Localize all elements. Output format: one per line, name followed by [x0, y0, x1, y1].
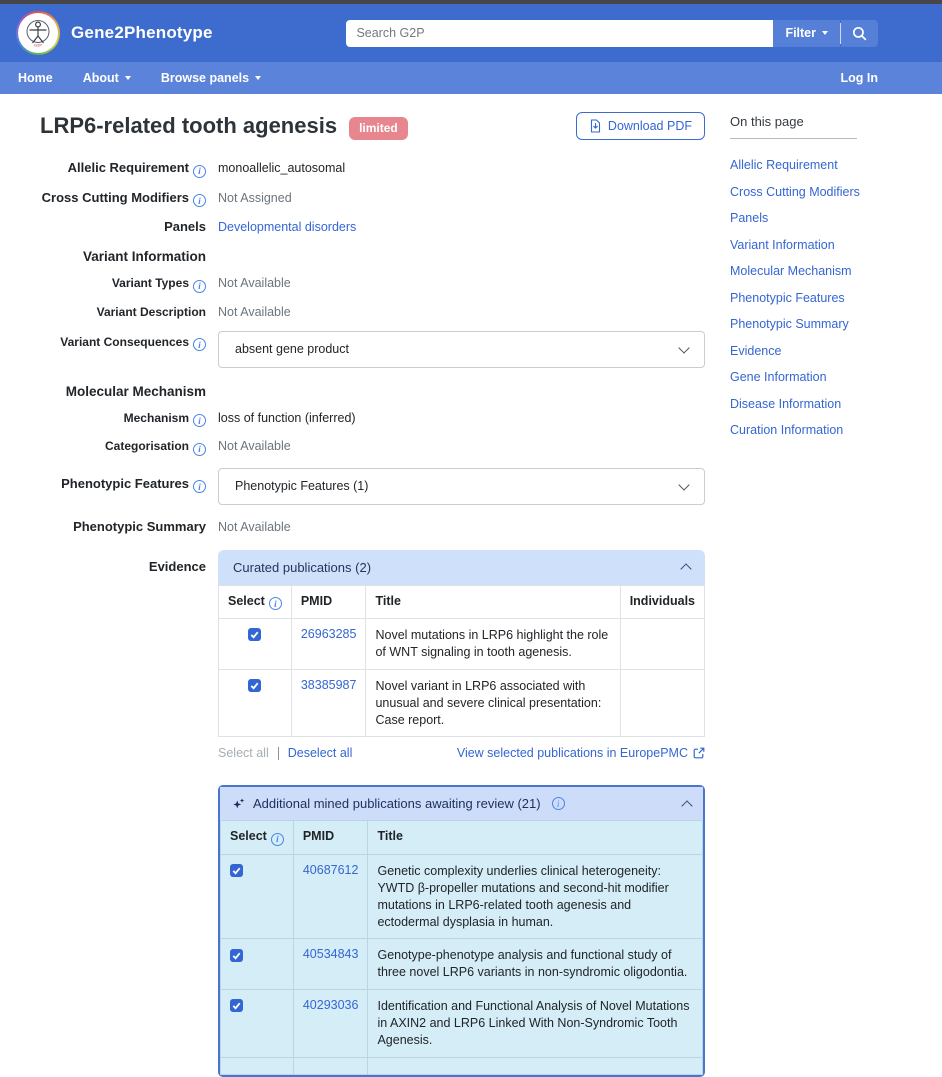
- search-submit-button[interactable]: [841, 20, 878, 47]
- variant-types-label: Variant Types: [111, 276, 189, 290]
- toc-title: On this page: [730, 114, 857, 139]
- select-column-header: Select: [230, 829, 267, 844]
- pmid-link[interactable]: 40534843: [302, 947, 359, 962]
- mechanism-value: loss of function (inferred): [218, 410, 356, 425]
- variant-consequences-selected: absent gene product: [235, 342, 349, 356]
- check-icon: [249, 680, 260, 691]
- chevron-down-icon: [678, 342, 689, 353]
- categorisation-label: Categorisation: [104, 439, 189, 453]
- info-icon[interactable]: [271, 833, 284, 846]
- row-checkbox[interactable]: [230, 949, 243, 962]
- download-pdf-button[interactable]: [576, 112, 705, 140]
- pmid-link[interactable]: 38385987: [300, 677, 357, 692]
- info-icon[interactable]: [269, 597, 282, 610]
- field-evidence: [40, 550, 705, 1077]
- individuals-cell: [620, 619, 704, 670]
- chevron-up-icon: [680, 563, 691, 574]
- search-group: [346, 20, 878, 47]
- nav-item-browse-panels[interactable]: [161, 71, 261, 85]
- caret-down-icon: [125, 76, 131, 80]
- check-icon: [231, 865, 242, 876]
- table-row: [221, 939, 703, 990]
- mined-publications-accordion: [218, 785, 705, 1076]
- sparkles-icon: [232, 797, 246, 811]
- info-icon[interactable]: [193, 280, 206, 293]
- nav-item-about[interactable]: [83, 71, 131, 85]
- section-variant-information: [40, 249, 705, 264]
- table-row: [219, 619, 705, 670]
- caret-down-icon: [822, 31, 828, 35]
- field-panels: [40, 219, 705, 234]
- cross-cutting-modifiers-value: Not Assigned: [218, 190, 292, 205]
- page-content: [0, 94, 942, 1077]
- phenotypic-features-dropdown[interactable]: [218, 468, 705, 505]
- variant-types-value: Not Available: [218, 276, 291, 290]
- allelic-requirement-label: Allelic Requirement: [67, 160, 189, 175]
- svg-text:G2P: G2P: [33, 42, 43, 48]
- mined-publications-title: Additional mined publications awaiting review (21): [253, 796, 541, 812]
- row-checkbox[interactable]: [230, 999, 243, 1012]
- variant-description-value: Not Available: [218, 304, 291, 319]
- check-icon: [231, 1000, 242, 1011]
- title-column-header: Title: [368, 821, 703, 855]
- categorisation-value: Not Available: [218, 439, 291, 453]
- publication-title: Genetic complexity underlies clinical heterogeneity: YWTD β-propeller mutations and second-hit modifier mutations in LRP6-related tooth agenesis and ectodermal dysplasia in human.: [368, 854, 703, 939]
- row-checkbox[interactable]: [248, 628, 261, 641]
- confidence-badge: limited: [349, 117, 408, 140]
- search-input[interactable]: [346, 20, 773, 47]
- title-row: [40, 112, 705, 140]
- toc-link-evidence[interactable]: Evidence: [730, 343, 782, 358]
- publication-title: Identification and Functional Analysis of Novel Mutations in AXIN2 and LRP6 Linked With Non-Syndromic Tooth Agenesis.: [368, 990, 703, 1058]
- phenotypic-features-selected: Phenotypic Features (1): [235, 479, 369, 493]
- deselect-all-button[interactable]: Deselect all: [287, 746, 353, 761]
- info-icon[interactable]: [193, 338, 206, 351]
- toc-link-phenotypic-summary[interactable]: Phenotypic Summary: [730, 317, 849, 331]
- info-icon[interactable]: [193, 443, 206, 456]
- toc-link-curation-information[interactable]: Curation Information: [730, 423, 844, 437]
- select-column-header: Select: [228, 593, 265, 608]
- table-row-clipped: [221, 1057, 703, 1074]
- mined-publications-table: [220, 820, 703, 1074]
- field-categorisation: [40, 439, 705, 456]
- divider: [278, 747, 279, 760]
- europepmc-link[interactable]: [457, 746, 705, 760]
- publication-title: Novel variant in LRP6 associated with unusual and severe clinical presentation: Case report.: [366, 669, 620, 737]
- toc-link-variant-information[interactable]: Variant Information: [730, 237, 835, 252]
- vitruvian-figure-icon: [23, 18, 53, 48]
- nav-home-label: Home: [18, 71, 53, 85]
- external-link-icon: [693, 747, 705, 759]
- cross-cutting-modifiers-label: Cross Cutting Modifiers: [41, 189, 189, 205]
- caret-down-icon: [255, 76, 261, 80]
- individuals-cell: [620, 669, 704, 737]
- variant-information-heading: Variant Information: [82, 249, 206, 264]
- filter-button-label: Filter: [785, 26, 816, 40]
- mined-publications-accordion-header[interactable]: [220, 787, 703, 820]
- evidence-content: [212, 550, 705, 1077]
- table-header-row: [221, 821, 703, 855]
- field-allelic-requirement: [40, 160, 705, 178]
- pmid-link[interactable]: 40687612: [302, 862, 359, 877]
- title-column-header: Title: [366, 585, 620, 619]
- info-icon[interactable]: [193, 194, 206, 207]
- toc-link-panels[interactable]: Panels: [730, 211, 769, 225]
- table-header-row: [219, 585, 705, 619]
- nav-browse-panels-label: Browse panels: [160, 71, 250, 85]
- curated-publications-title: Curated publications (2): [233, 559, 372, 575]
- pmid-link[interactable]: 26963285: [300, 627, 357, 641]
- file-download-icon: [589, 119, 602, 133]
- individuals-column-header: Individuals: [620, 585, 704, 619]
- toc-list: [730, 152, 880, 444]
- filter-button[interactable]: [773, 20, 840, 47]
- europepmc-link-label: View selected publications in EuropePMC: [456, 746, 688, 761]
- toc-link-allelic-requirement[interactable]: Allelic Requirement: [730, 158, 838, 172]
- field-cross-cutting-modifiers: [40, 190, 705, 208]
- publication-title: Novel mutations in LRP6 highlight the role of WNT signaling in tooth agenesis.: [366, 619, 620, 670]
- field-phenotypic-summary: [40, 519, 705, 534]
- variant-consequences-dropdown[interactable]: [218, 331, 705, 368]
- secondary-navbar: [0, 62, 942, 94]
- curated-table-footer: [218, 746, 705, 760]
- nav-item-home[interactable]: [18, 71, 53, 85]
- table-row: [221, 990, 703, 1058]
- variant-consequences-label: Variant Consequences: [60, 334, 189, 349]
- molecular-mechanism-heading: Molecular Mechanism: [65, 383, 206, 399]
- check-icon: [231, 950, 242, 961]
- mechanism-label: Mechanism: [123, 410, 189, 425]
- login-label: Log In: [840, 71, 878, 85]
- pmid-link[interactable]: 40293036: [302, 998, 359, 1013]
- field-variant-consequences: [40, 331, 705, 368]
- row-checkbox[interactable]: [230, 864, 243, 877]
- info-icon[interactable]: [193, 414, 206, 427]
- brand-title: Gene2Phenotype: [71, 23, 213, 42]
- phenotypic-features-label: Phenotypic Features: [61, 475, 189, 491]
- login-link[interactable]: [841, 71, 879, 85]
- panels-label: Panels: [164, 219, 206, 234]
- chevron-down-icon: [678, 479, 689, 490]
- main-column: [40, 112, 705, 1077]
- field-variant-types: [40, 276, 705, 293]
- publication-title: Genotype-phenotype analysis and functional study of three novel LRP6 variants in non-syndromic oligodontia.: [368, 939, 703, 990]
- curated-publications-table: [218, 585, 705, 738]
- evidence-label: Evidence: [148, 558, 206, 574]
- pmid-column-header: PMID: [291, 585, 366, 619]
- on-this-page-sidebar: [730, 114, 880, 444]
- table-row: [221, 854, 703, 939]
- search-icon: [852, 26, 867, 41]
- info-icon[interactable]: [552, 797, 565, 810]
- primary-navbar: [0, 4, 942, 62]
- info-icon[interactable]: [193, 480, 206, 493]
- panel-link-developmental-disorders[interactable]: Developmental disorders: [218, 220, 357, 234]
- g2p-logo-circle: [18, 13, 58, 53]
- download-pdf-label: Download PDF: [607, 119, 692, 133]
- pmid-column-header: PMID: [293, 821, 368, 855]
- toc-link-gene-information[interactable]: Gene Information: [730, 370, 827, 384]
- toc-link-cross-cutting-modifiers[interactable]: Cross Cutting Modifiers: [730, 184, 860, 199]
- field-phenotypic-features: [40, 468, 705, 505]
- table-row: [219, 669, 705, 737]
- nav-about-label: About: [82, 71, 119, 85]
- field-variant-description: [40, 305, 705, 319]
- toc-link-molecular-mechanism[interactable]: Molecular Mechanism: [730, 264, 852, 278]
- page-title: LRP6-related tooth agenesis: [40, 113, 338, 138]
- select-all-button[interactable]: Select all: [218, 746, 269, 761]
- row-checkbox[interactable]: [248, 679, 261, 692]
- variant-description-label: Variant Description: [96, 304, 206, 319]
- toc-link-disease-information[interactable]: Disease Information: [730, 396, 842, 411]
- field-mechanism: [40, 411, 705, 428]
- allelic-requirement-value: monoallelic_autosomal: [218, 161, 346, 175]
- check-icon: [249, 629, 260, 640]
- g2p-logo[interactable]: [16, 11, 60, 55]
- curated-publications-accordion-header[interactable]: [218, 550, 705, 585]
- info-icon[interactable]: [193, 165, 206, 178]
- phenotypic-summary-label: Phenotypic Summary: [73, 518, 206, 534]
- toc-link-phenotypic-features[interactable]: Phenotypic Features: [730, 290, 845, 305]
- section-molecular-mechanism: [40, 384, 705, 399]
- phenotypic-summary-value: Not Available: [218, 519, 291, 534]
- chevron-up-icon: [681, 800, 692, 811]
